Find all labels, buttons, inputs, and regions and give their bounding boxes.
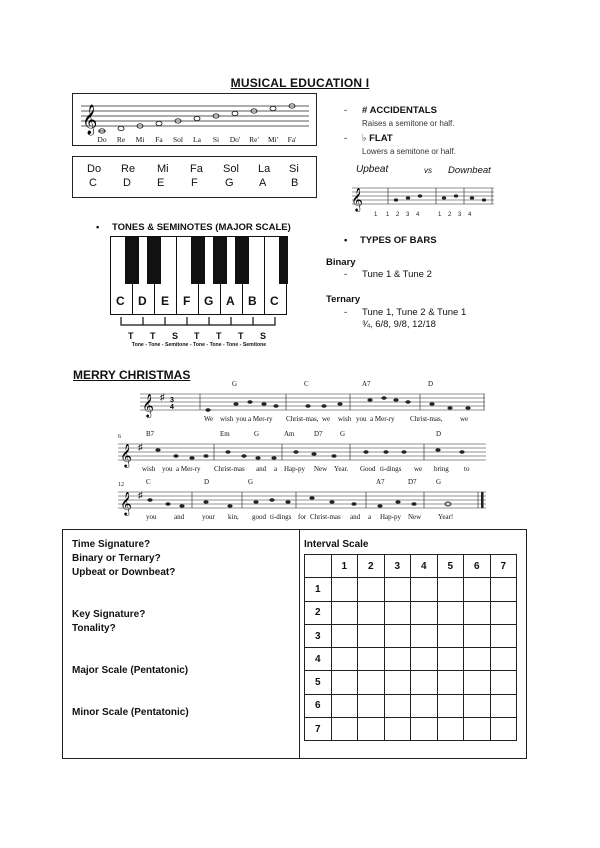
question-tonality: Tonality? (72, 623, 116, 634)
grid-cell[interactable] (490, 671, 517, 694)
grid-cell[interactable] (411, 624, 438, 647)
grid-cell[interactable] (490, 578, 517, 601)
svg-text:3: 3 (406, 212, 410, 218)
ternary-text: Tune 1, Tune 2 & Tune 1 (362, 307, 467, 318)
lyric: Hap-py (284, 465, 305, 473)
grid-cell[interactable] (490, 648, 517, 671)
svg-text:1: 1 (386, 212, 390, 218)
grid-cell[interactable] (358, 624, 385, 647)
question-upbeat-downbeat: Upbeat or Downbeat? (72, 567, 176, 578)
letter-cell: E (157, 177, 165, 189)
lyric: Christ-mas, (286, 415, 319, 423)
svg-text:4: 4 (468, 212, 472, 218)
piano-key-label: G (204, 294, 214, 308)
grid-cell[interactable] (384, 694, 411, 717)
worksheet-divider (299, 530, 300, 758)
grid-cell[interactable] (384, 648, 411, 671)
col-header: 1 (331, 555, 358, 578)
piano-key-label: B (248, 294, 257, 308)
grid-cell[interactable] (437, 671, 464, 694)
dash: - (344, 105, 348, 116)
svg-text:1: 1 (438, 212, 442, 218)
row-header: 1 (305, 578, 332, 601)
note-label: Do' (229, 135, 241, 144)
letter-cell: D (123, 177, 131, 189)
svg-text:𝄞: 𝄞 (120, 491, 132, 515)
grid-cell[interactable] (331, 624, 358, 647)
lyric: wish (220, 415, 234, 423)
grid-cell[interactable] (331, 718, 358, 741)
letter-cell: C (89, 177, 97, 189)
lyric: ti-dings (380, 465, 402, 473)
svg-text:𝄞: 𝄞 (142, 393, 154, 417)
grid-cell[interactable] (464, 718, 491, 741)
lyric: to (464, 465, 470, 473)
question-time-signature: Time Signature? (72, 539, 151, 550)
piano-key-label: F (183, 294, 191, 308)
note-label: Re (116, 135, 126, 144)
chord-symbol: G (340, 430, 346, 438)
note-label: Fa' (287, 135, 297, 144)
staff-note-labels (81, 135, 311, 145)
interval-row (305, 578, 517, 601)
lyric: Christ-mas (214, 465, 245, 473)
piano-key-label: C (116, 294, 125, 308)
grid-cell[interactable] (331, 694, 358, 717)
grid-cell[interactable] (384, 578, 411, 601)
lyric: a Mer-ry (176, 465, 201, 473)
ternary-label: Ternary (326, 294, 361, 305)
step-label: T (238, 331, 244, 341)
lyric: wish (338, 415, 352, 423)
grid-cell[interactable] (411, 718, 438, 741)
grid-cell[interactable] (464, 671, 491, 694)
bullet: • (96, 222, 100, 233)
row-header: 2 (305, 601, 332, 624)
lyric: kin, (228, 513, 239, 521)
vs-label: vs (424, 166, 432, 175)
lyric: you (146, 513, 157, 521)
grid-corner (305, 555, 332, 578)
chord-symbol: D (204, 478, 210, 486)
lyric: New (314, 465, 328, 473)
lyric: your (202, 513, 215, 521)
lyric: good (252, 513, 266, 521)
binary-text: Tune 1 & Tune 2 (362, 269, 432, 280)
lyric: Good (360, 465, 376, 473)
note-label: Mi (135, 135, 145, 144)
merry-christmas-heading: MERRY CHRISTMAS (73, 368, 191, 382)
solfege-table (72, 156, 317, 198)
col-header: 2 (358, 555, 385, 578)
lyric: for (298, 513, 307, 521)
question-minor-scale: Minor Scale (Pentatonic) (72, 707, 189, 718)
solfege-row (73, 163, 318, 177)
upbeat-label: Upbeat (356, 164, 389, 175)
note-label: Do (97, 135, 107, 144)
step-label: S (260, 331, 267, 341)
measure-number: 12 (118, 482, 124, 488)
lyric: Year. (334, 465, 349, 473)
lyric: a Mer-ry (370, 415, 395, 423)
interval-row (305, 718, 517, 741)
grid-cell[interactable] (358, 718, 385, 741)
lyric: you (356, 415, 367, 423)
solfege-cell: Do (87, 163, 102, 175)
chord-symbol: G (436, 478, 442, 486)
chord-symbol: G (254, 430, 260, 438)
grid-cell[interactable] (358, 578, 385, 601)
grid-cell[interactable] (331, 648, 358, 671)
interval-row (305, 648, 517, 671)
interval-row (305, 694, 517, 717)
lyric: a Mer-ry (248, 415, 273, 423)
ternary-meters: ¾, 6/8, 9/8, 12/18 (362, 319, 436, 330)
svg-text:2: 2 (448, 212, 452, 218)
piano-keyboard (110, 236, 288, 316)
flat-description: Lowers a semitone or half. (362, 147, 456, 156)
row-header: 6 (305, 694, 332, 717)
grid-cell[interactable] (437, 718, 464, 741)
row-header: 3 (305, 624, 332, 647)
col-header: 3 (384, 555, 411, 578)
grid-cell[interactable] (411, 578, 438, 601)
chord-symbol: G (248, 478, 254, 486)
question-major-scale: Major Scale (Pentatonic) (72, 665, 189, 676)
lyric: we (322, 415, 331, 423)
col-header: 4 (411, 555, 438, 578)
sharp-description: Raises a semitone or half. (362, 119, 455, 128)
score-line-1 (140, 380, 485, 430)
lyric: you (236, 415, 247, 423)
svg-text:𝄞: 𝄞 (351, 187, 363, 211)
lyric: ti-dings (270, 513, 292, 521)
tones-heading: TONES & SEMINOTES (MAJOR SCALE) (112, 222, 291, 233)
svg-text:♯: ♯ (138, 490, 143, 500)
chord-symbol: A7 (376, 478, 385, 486)
step-label: T (128, 331, 134, 341)
note-label: La (193, 135, 201, 144)
svg-text:1: 1 (374, 212, 378, 218)
grid-cell[interactable] (331, 671, 358, 694)
chord-symbol: A7 (362, 380, 371, 388)
grid-cell[interactable] (464, 578, 491, 601)
grid-cell[interactable] (437, 601, 464, 624)
grid-cell[interactable] (464, 694, 491, 717)
binary-label: Binary (326, 257, 356, 268)
staff-note-heads (98, 104, 295, 133)
letter-row (73, 177, 318, 191)
grid-cell[interactable] (384, 671, 411, 694)
grid-cell[interactable] (464, 624, 491, 647)
grid-cell[interactable] (464, 648, 491, 671)
dash: - (344, 133, 348, 144)
row-header: 5 (305, 671, 332, 694)
grid-cell[interactable] (331, 601, 358, 624)
letter-cell: B (291, 177, 299, 189)
note-label: Sol (172, 135, 183, 144)
staff-box (72, 93, 317, 146)
chord-symbol: C (304, 380, 309, 388)
grid-cell[interactable] (358, 648, 385, 671)
chord-symbol: Em (220, 430, 230, 438)
treble-clef-icon: 𝄞 (82, 105, 98, 135)
lyric: and (350, 513, 361, 521)
dash: - (344, 307, 348, 318)
question-key-signature: Key Signature? (72, 609, 146, 620)
lyric: bring (434, 465, 449, 473)
interval-row (305, 671, 517, 694)
lyrics-line (140, 415, 485, 424)
grid-cell[interactable] (384, 718, 411, 741)
upbeat-downbeat-sketch (348, 178, 498, 220)
bullet: • (344, 235, 348, 246)
svg-text:𝄞: 𝄞 (120, 443, 132, 467)
grid-cell[interactable] (490, 694, 517, 717)
interval-row (305, 601, 517, 624)
step-label: S (172, 331, 179, 341)
solfege-cell: Si (289, 163, 299, 175)
grid-cell[interactable] (490, 718, 517, 741)
col-header: 7 (490, 555, 517, 578)
solfege-cell: La (258, 163, 271, 175)
step-label: T (216, 331, 222, 341)
col-header: 5 (437, 555, 464, 578)
col-header: 6 (464, 555, 491, 578)
chord-symbol: G (232, 380, 238, 388)
grid-cell[interactable] (411, 694, 438, 717)
lyric: we (414, 465, 423, 473)
interval-scale-title: Interval Scale (304, 539, 369, 550)
note-label: Mi' (267, 135, 279, 144)
worksheet-box (62, 529, 527, 759)
svg-text:2: 2 (396, 212, 400, 218)
letter-cell: A (259, 177, 267, 189)
grid-cell[interactable] (358, 694, 385, 717)
grid-cell[interactable] (490, 624, 517, 647)
step-caption: Tone - Tone - Semitone - Tone - Tone - Tone - Semitone (131, 342, 267, 348)
piano-key-label: E (161, 294, 170, 308)
grid-cell[interactable] (464, 601, 491, 624)
grid-cell[interactable] (358, 671, 385, 694)
note-label: Fa (155, 135, 163, 144)
grid-cell[interactable] (411, 648, 438, 671)
lyric: Christ-mas (310, 513, 341, 521)
dash: - (344, 269, 348, 280)
downbeat-label: Downbeat (448, 165, 491, 176)
grid-cell[interactable] (437, 648, 464, 671)
chord-symbol: D7 (314, 430, 323, 438)
step-label: T (194, 331, 200, 341)
grid-cell[interactable] (384, 624, 411, 647)
lyric: We (204, 415, 214, 423)
interval-grid (304, 554, 517, 741)
measure-number: 6 (118, 434, 121, 440)
lyric: New (408, 513, 422, 521)
piano-key-label: A (226, 294, 235, 308)
grid-cell[interactable] (490, 601, 517, 624)
chord-symbol: C (146, 478, 151, 486)
grid-cell[interactable] (384, 601, 411, 624)
grid-cell[interactable] (437, 694, 464, 717)
step-labels (110, 331, 288, 341)
note-label: Si (212, 135, 220, 144)
interval-row (305, 624, 517, 647)
lyrics-line (118, 513, 486, 522)
letter-cell: F (191, 177, 198, 189)
chord-symbol: B7 (146, 430, 155, 438)
chord-symbol: D7 (408, 478, 417, 486)
question-binary-ternary: Binary or Ternary? (72, 553, 161, 564)
lyric: we (460, 415, 469, 423)
lyrics-line (118, 465, 486, 474)
solfege-cell: Mi (157, 163, 169, 175)
interval-header-row (305, 555, 517, 578)
lyric: wish (142, 465, 156, 473)
grid-cell[interactable] (358, 601, 385, 624)
grid-cell[interactable] (331, 578, 358, 601)
svg-text:3: 3 (170, 397, 174, 404)
row-header: 7 (305, 718, 332, 741)
solfege-cell: Re (121, 163, 136, 175)
lyric: and (174, 513, 185, 521)
lyric: and (256, 465, 267, 473)
lyric: Hap-py (380, 513, 401, 521)
lyric: a (274, 465, 278, 473)
svg-text:3: 3 (458, 212, 462, 218)
flat-heading: ♭ FLAT (362, 133, 393, 144)
solfege-cell: Fa (190, 163, 203, 175)
svg-text:4: 4 (170, 404, 174, 411)
piano-key-label: C (270, 294, 279, 308)
grid-cell[interactable] (437, 578, 464, 601)
grid-cell[interactable] (411, 671, 438, 694)
page-title: MUSICAL EDUCATION I (230, 76, 370, 90)
chord-symbol: D (436, 430, 442, 438)
piano-key-label: D (138, 294, 147, 308)
row-header: 4 (305, 648, 332, 671)
score-line-2 (118, 430, 486, 480)
lyric: Year! (438, 513, 454, 521)
chord-symbol: Am (284, 430, 295, 438)
svg-text:♯: ♯ (160, 392, 165, 402)
svg-text:4: 4 (416, 212, 420, 218)
bars-heading: TYPES OF BARS (360, 235, 437, 246)
score-line-3 (118, 478, 486, 528)
chord-symbol: D (428, 380, 434, 388)
step-label: T (150, 331, 156, 341)
lyric: you (162, 465, 173, 473)
note-label: Re' (249, 135, 259, 144)
sharp-heading: # ACCIDENTALS (362, 105, 437, 116)
solfege-cell: Sol (223, 163, 239, 175)
grid-cell[interactable] (411, 601, 438, 624)
svg-text:♯: ♯ (138, 442, 143, 452)
letter-cell: G (225, 177, 234, 189)
lyric: Christ-mas, (410, 415, 443, 423)
grid-cell[interactable] (437, 624, 464, 647)
lyric: a (368, 513, 372, 521)
